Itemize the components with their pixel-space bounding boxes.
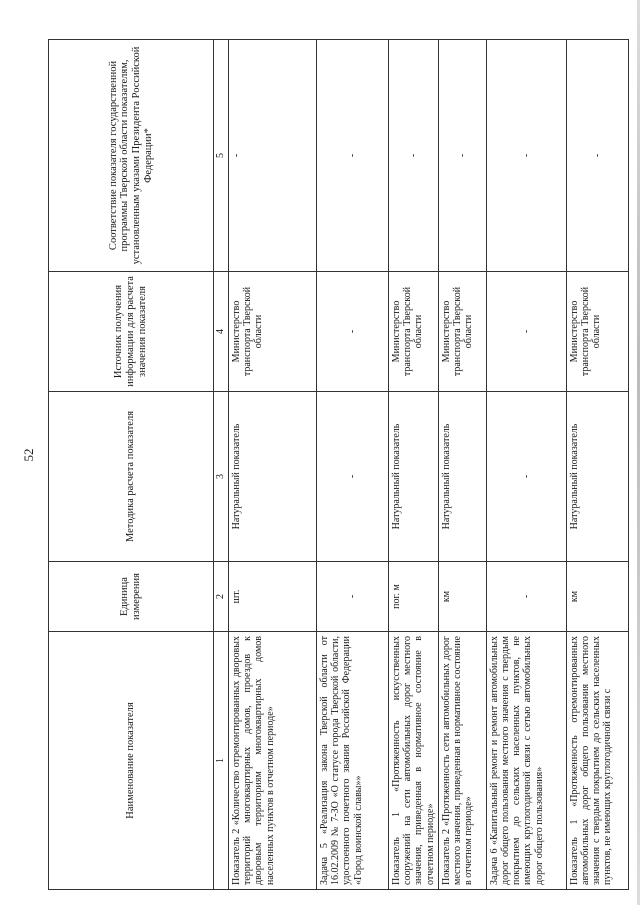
table-header-row xyxy=(49,40,214,890)
compliance-cell: - xyxy=(317,40,389,272)
column-number: 2 xyxy=(214,562,229,632)
header-source: Источник получения информации для расчета значения показателя xyxy=(49,272,214,392)
indicator-name: Показатель 1 «Протяженность искусственных сооружений на сети автомобильных дорог местного значения, приведенная в нормативное состояние в отчетном периоде» xyxy=(389,632,439,890)
method-cell: Натуральный показатель xyxy=(438,392,486,562)
table-row xyxy=(389,40,439,890)
method-cell: - xyxy=(486,392,566,562)
header-unit: Единица измерения xyxy=(49,562,214,632)
compliance-cell: - xyxy=(566,40,628,272)
unit-cell: шт. xyxy=(229,562,317,632)
column-number: 3 xyxy=(214,392,229,562)
unit-cell: км xyxy=(566,562,628,632)
rotated-table-container xyxy=(48,40,626,890)
table-row xyxy=(438,40,486,890)
indicator-name: Показатель 2 «Количество отремонтированных дворовых территорий многоквартирных домов, проездов к дворовым территориям многоквартирных домов населенных пунктов в отчетном периоде» xyxy=(229,632,317,890)
table-row xyxy=(486,40,566,890)
page-number: 52 xyxy=(21,448,36,462)
task-name: Задача 5 «Реализация закона Тверской области от 16.02.2009 № 7-ЗО «О статусе города Тверской области, удостоенного почетного звания Российской Федерации «Город воинской славы»» xyxy=(317,632,389,890)
table-row xyxy=(229,40,317,890)
compliance-cell: - xyxy=(438,40,486,272)
unit-cell: км xyxy=(438,562,486,632)
header-compliance: Соответствие показателя государственной программы Тверской области показателям, установленным указами Президента Российской Федерации* xyxy=(49,40,214,272)
table-row xyxy=(566,40,628,890)
unit-cell: - xyxy=(317,562,389,632)
method-cell: Натуральный показатель xyxy=(389,392,439,562)
column-number-row xyxy=(214,40,229,890)
source-cell: - xyxy=(317,272,389,392)
source-cell: Министерство транспорта Тверской области xyxy=(389,272,439,392)
compliance-cell: - xyxy=(486,40,566,272)
unit-cell: пог. м xyxy=(389,562,439,632)
compliance-cell: - xyxy=(389,40,439,272)
header-indicator-name: Наименование показателя xyxy=(49,632,214,890)
source-cell: Министерство транспорта Тверской области xyxy=(438,272,486,392)
indicator-name: Показатель 1 «Протяженность отремонтированных автомобильных дорог общего пользования местного значения с твердым покрытием до сельских населенных пунктов, не имеющих круглогодичной связи с xyxy=(566,632,628,890)
column-number: 1 xyxy=(214,632,229,890)
source-cell: Министерство транспорта Тверской области xyxy=(229,272,317,392)
task-name: Задача 6 «Капитальный ремонт и ремонт автомобильных дорог общего пользования местного значения с твердым покрытием до сельских населенных пунктов, не имеющих круглогодичной связи с сетью автомобильных дорог общего пользования» xyxy=(486,632,566,890)
indicator-name: Показатель 2 «Протяженность сети автомобильных дорог местного значения, приведенная в нормативное состояние в отчетном периоде» xyxy=(438,632,486,890)
table-row xyxy=(317,40,389,890)
compliance-cell: - xyxy=(229,40,317,272)
source-cell: - xyxy=(486,272,566,392)
indicators-table xyxy=(48,39,629,890)
source-cell: Министерство транспорта Тверской области xyxy=(566,272,628,392)
method-cell: - xyxy=(317,392,389,562)
column-number: 5 xyxy=(214,40,229,272)
header-method: Методика расчета показателя xyxy=(49,392,214,562)
unit-cell: - xyxy=(486,562,566,632)
method-cell: Натуральный показатель xyxy=(566,392,628,562)
method-cell: Натуральный показатель xyxy=(229,392,317,562)
column-number: 4 xyxy=(214,272,229,392)
